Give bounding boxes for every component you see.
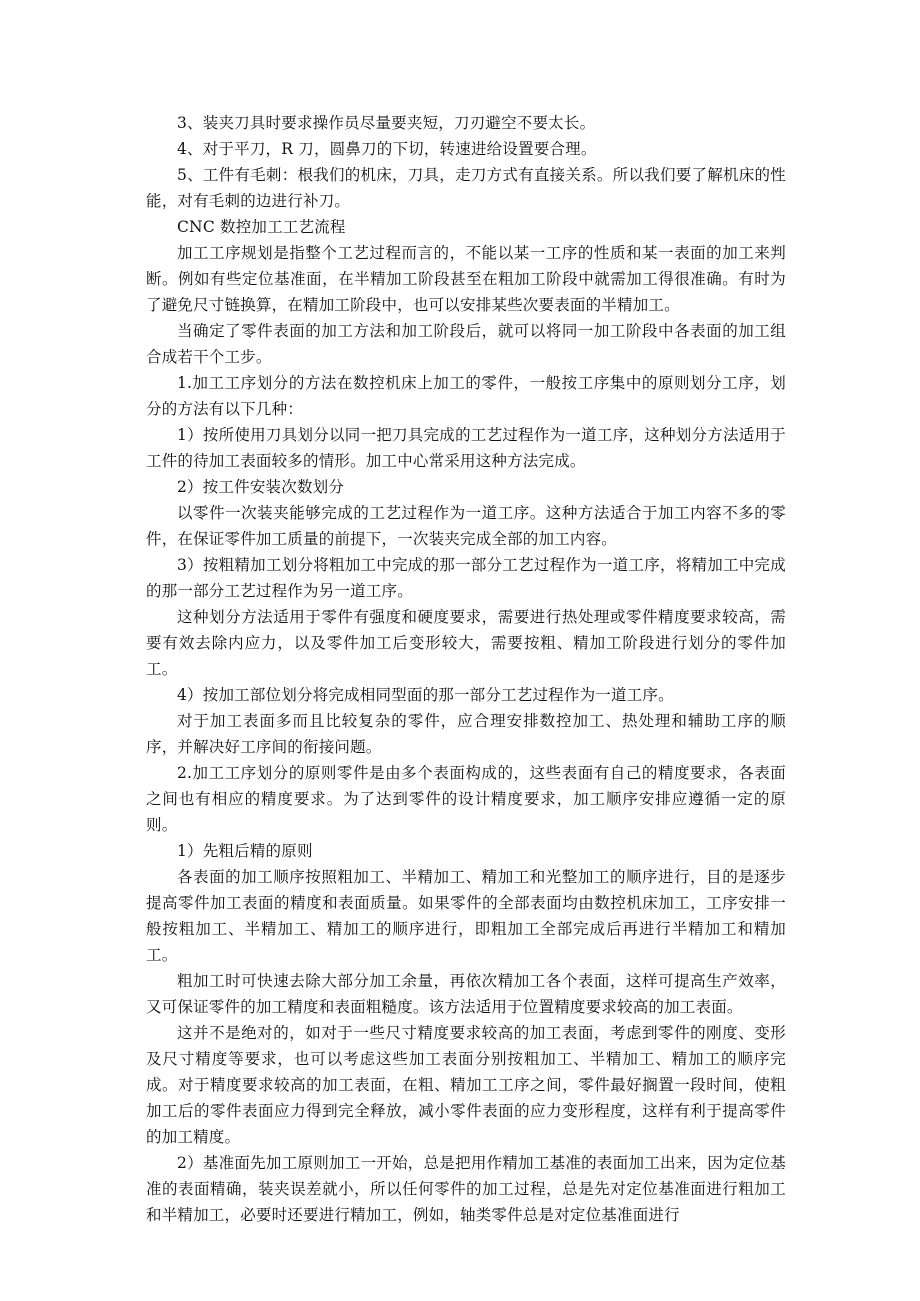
paragraph-process-planning: 加工工序规划是指整个工艺过程而言的，不能以某一工序的性质和某一表面的加工来判断。例如有些定位基准面，在半精加工阶段甚至在粗加工阶段中就需加工得很准确。有时为了避免尺寸链换算，在精加工阶段中，也可以安排某些次要表面的半精加工。	[146, 244, 786, 314]
paragraph-rough-machining: 粗加工时可快速去除大部分加工余量，再依次精加工各个表面，这样可提高生产效率，又可保证零件的加工精度和表面粗糙度。该方法适用于位置精度要求较高的加工表面。	[146, 972, 786, 1016]
paragraph-by-location: 4）按加工部位划分将完成相同型面的那一部分工艺过程作为一道工序。	[177, 686, 674, 704]
paragraph-by-rough-finish: 3）按粗精加工划分将粗加工中完成的那一部分工艺过程作为一道工序，将精加工中完成的那一部分工艺过程作为另一道工序。	[146, 556, 786, 600]
paragraph-division-principle: 2.加工工序划分的原则零件是由多个表面构成的，这些表面有自己的精度要求，各表面之间也有相应的精度要求。为了达到零件的设计精度要求，加工顺序安排应遵循一定的原则。	[146, 764, 786, 834]
paragraph-flat-cutter: 4、对于平刀，R 刀，圆鼻刀的下切，转速进给设置要合理。	[177, 140, 597, 158]
paragraph-burrs: 5、工件有毛刺：根我们的机床，刀具，走刀方式有直接关系。所以我们要了解机床的性能，对有毛刺的边进行补刀。	[146, 166, 786, 210]
paragraph-datum-first: 2）基准面先加工原则加工一开始，总是把用作精加工基准的表面加工出来，因为定位基准的表面精确，装夹误差就小，所以任何零件的加工过程，总是先对定位基准面进行粗加工和半精加工，必要时还要进行精加工，例如，轴类零件总是对定位基准面进行	[146, 1154, 786, 1224]
paragraph-rough-first-heading: 1）先粗后精的原则	[177, 842, 313, 860]
paragraph-by-setup-heading: 2）按工件安装次数划分	[177, 478, 345, 496]
section-heading-cnc-process: CNC 数控加工工艺流程	[177, 218, 346, 236]
paragraph-by-tool: 1）按所使用刀具划分以同一把刀具完成的工艺过程作为一道工序，这种划分方法适用于工件的待加工表面较多的情形。加工中心常采用这种方法完成。	[146, 426, 786, 470]
paragraph-clamp-tool: 3、装夹刀具时要求操作员尽量要夹短，刀刃避空不要太长。	[177, 114, 596, 132]
paragraph-not-absolute: 这并不是绝对的，如对于一些尺寸精度要求较高的加工表面，考虑到零件的刚度、变形及尺寸精度等要求，也可以考虑这些加工表面分别按粗加工、半精加工、精加工的顺序完成。对于精度要求较高的加工表面，在粗、精加工工序之间，零件最好搁置一段时间，使粗加工后的零件表面应力得到完全释放，减小零件表面的应力变形程度，这样有利于提高零件的加工精度。	[146, 1024, 786, 1146]
paragraph-complex-parts: 对于加工表面多而且比较复杂的零件，应合理安排数控加工、热处理和辅助工序的顺序，并解决好工序间的衔接问题。	[146, 712, 786, 756]
paragraph-by-setup: 以零件一次装夹能够完成的工艺过程作为一道工序。这种方法适合于加工内容不多的零件，在保证零件加工质量的前提下，一次装夹完成全部的加工内容。	[146, 504, 786, 548]
paragraph-machining-order: 各表面的加工顺序按照粗加工、半精加工、精加工和光整加工的顺序进行，目的是逐步提高零件加工表面的精度和表面质量。如果零件的全部表面均由数控机床加工，工序安排一般按粗加工、半精加工、精加工的顺序进行，即粗加工全部完成后再进行半精加工和精加工。	[146, 868, 786, 964]
document-body	[146, 110, 786, 1228]
paragraph-division-method: 1.加工工序划分的方法在数控机床上加工的零件，一般按工序集中的原则划分工序，划分的方法有以下几种：	[146, 374, 786, 418]
paragraph-work-steps: 当确定了零件表面的加工方法和加工阶段后，就可以将同一加工阶段中各表面的加工组合成若干个工步。	[146, 322, 786, 366]
paragraph-rough-finish-use: 这种划分方法适用于零件有强度和硬度要求，需要进行热处理或零件精度要求较高，需要有效去除内应力，以及零件加工后变形较大，需要按粗、精加工阶段进行划分的零件加工。	[146, 608, 786, 678]
